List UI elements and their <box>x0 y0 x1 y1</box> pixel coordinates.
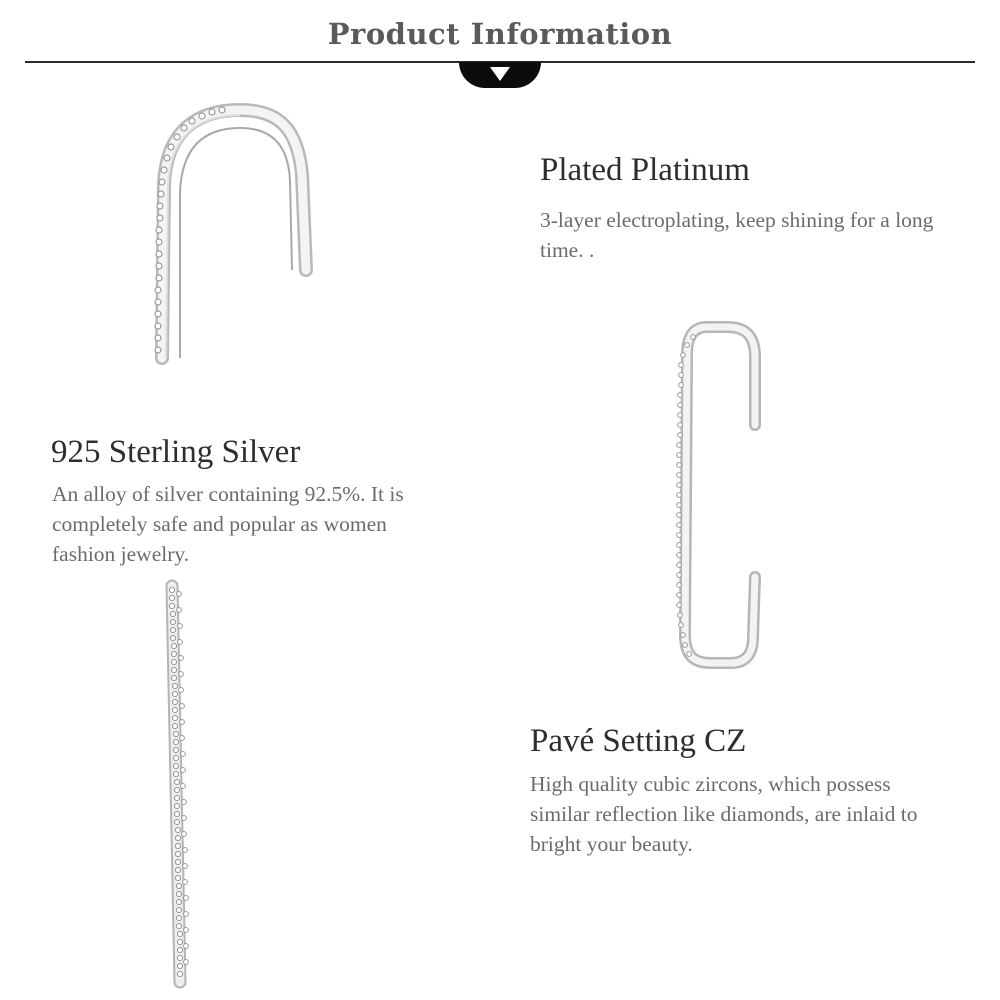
feature-title-plated-platinum: Plated Platinum <box>540 152 750 188</box>
page-title: Product Information <box>327 17 673 51</box>
feature-title-sterling-silver: 925 Sterling Silver <box>51 434 301 470</box>
feature-desc-pave-setting: High quality cubic zircons, which possess similar reflection like diamonds, are inlaid to bright your beauty. <box>530 772 918 856</box>
earring-hook-closeup-image <box>140 100 330 365</box>
earring-pave-bar-image <box>160 578 200 990</box>
feature-desc-sterling-silver: An alloy of silver containing 92.5%. It is completely safe and popular as women fashion jewelry. <box>52 482 404 566</box>
feature-title-pave-setting: Pavé Setting CZ <box>530 723 747 759</box>
feature-desc-plated-platinum: 3-layer electroplating, keep shining for a long time. . <box>540 208 934 262</box>
chevron-down-icon <box>490 67 510 81</box>
earring-full-image <box>665 315 775 675</box>
